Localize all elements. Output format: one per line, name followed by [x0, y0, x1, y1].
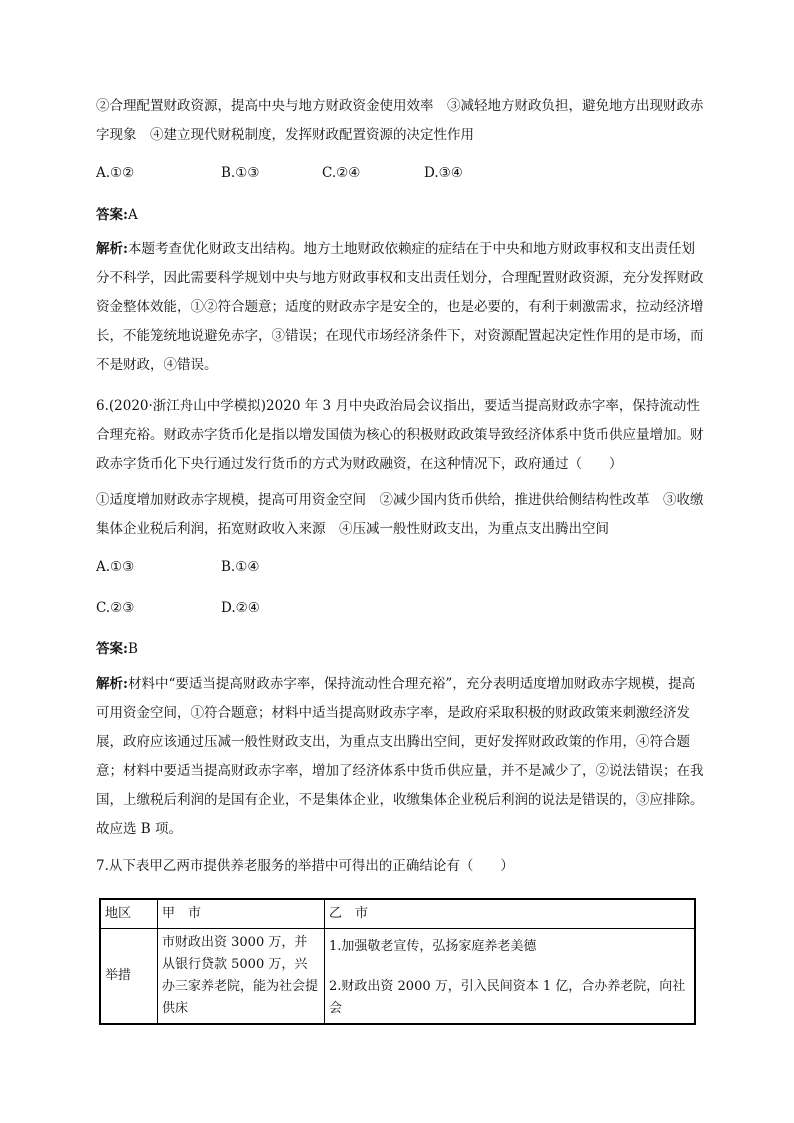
- q5-answer-label: 答案:: [96, 207, 128, 223]
- q5-choice-d[interactable]: D.③④: [424, 165, 463, 181]
- q6-choice-d[interactable]: D.②④: [221, 600, 260, 616]
- table-cell-jia: 市财政出资 3000 万，并从银行贷款 5000 万，兴办三家养老院，能为社会提供床: [158, 929, 325, 1025]
- q6-options: ①适度增加财政赤字规模，提高可用资金空间 ②减少国内货币供给，推进供给侧结构性改革 ③收缴集体企业税后利润，拓宽财政收入来源 ④压减一般性财政支出，为重点支出腾出空间: [96, 492, 704, 537]
- q5-choice-b[interactable]: B.①③: [221, 165, 260, 181]
- q6-choice-c[interactable]: C.②③: [96, 600, 135, 616]
- table-header-yi: 乙 市: [325, 899, 696, 929]
- table-header-jia: 甲 市: [158, 899, 325, 929]
- q6-stem: 6.(2020·浙江舟山中学模拟)2020 年 3 月中央政治局会议指出，要适当提高财政赤字率，保持流动性合理充裕。财政赤字货币化是指以增发国债为核心的积极财政政策导致经济体系中货币供应量增加。财政赤字货币化下央行通过发行货币的方式为财政融资，在这种情况下，政府通过（ ）: [96, 398, 704, 472]
- q6-answer: [96, 639, 138, 659]
- table-cell-yi-line-1: 1.加强敬老宣传，弘扬家庭养老美德: [329, 939, 537, 954]
- q7-stem: 7.从下表甲乙两市提供养老服务的举措中可得出的正确结论有（ ）: [96, 858, 514, 874]
- q6-analysis-text: 材料中“要适当提高财政赤字率，保持流动性合理充裕”，充分表明适度增加财政赤字规模，提高可用资金空间，①符合题意；材料中适当提高财政赤字率，是政府采取积极的财政政策来刺激经济发展，政府应该通过压减一般性财政支出，为重点支出腾出空间，更好发挥财政政策的作用，④符合题意；材料中要适当提高财政赤字率，增加了经济体系中货币供应量，并不是减少了，②说法错误；在我国，上缴税后利润的是国有企业，不是集体企业，收缴集体企业税后利润的说法是错误的，③应排除。故应选 B 项。: [96, 676, 704, 837]
- q5-answer-value: A: [127, 207, 138, 223]
- q6-analysis-label: 解析:: [96, 676, 128, 692]
- table-header-row: [100, 899, 695, 929]
- q5-analysis: [96, 235, 706, 380]
- table-cell-yi: [325, 929, 696, 1025]
- q5-analysis-text: 本题考查优化财政支出结构。地方土地财政依赖症的症结在于中央和地方财政事权和支出责任划分不科学，因此需要科学规划中央与地方财政事权和支出责任划分，合理配置财政资源，充分发挥财政资金整体效能，①②符合题意；适度的财政赤字是安全的，也是必要的，有利于刺激需求，拉动经济增长，不能笼统地说避免赤字，③错误；在现代市场经济条件下，对资源配置起决定性作用的是市场，而不是财政，④错误。: [96, 241, 704, 373]
- table-row: [100, 929, 695, 1025]
- q6-choice-a[interactable]: A.①③: [96, 559, 135, 575]
- table-row-label: 举措: [100, 929, 158, 1025]
- q5-options: ②合理配置财政资源，提高中央与地方财政资金使用效率 ③减轻地方财政负担，避免地方出现财政赤字现象 ④建立现代财税制度，发挥财政配置资源的决定性作用: [96, 98, 704, 143]
- q5-analysis-label: 解析:: [96, 241, 128, 257]
- q5-answer: [96, 205, 138, 225]
- q7-table: [99, 898, 696, 1025]
- q5-choice-a[interactable]: A.①②: [96, 165, 135, 181]
- q6-answer-label: 答案:: [96, 641, 128, 657]
- table-cell-yi-line-2: 2.财政出资 2000 万，引入民间资本 1 亿，合办养老院，向社会: [329, 979, 686, 1016]
- table-header-area: 地区: [100, 899, 158, 929]
- q6-choice-b[interactable]: B.①④: [221, 559, 260, 575]
- q6-answer-value: B: [127, 641, 138, 657]
- q5-choice-c[interactable]: C.②④: [322, 165, 361, 181]
- q6-analysis: [96, 670, 706, 844]
